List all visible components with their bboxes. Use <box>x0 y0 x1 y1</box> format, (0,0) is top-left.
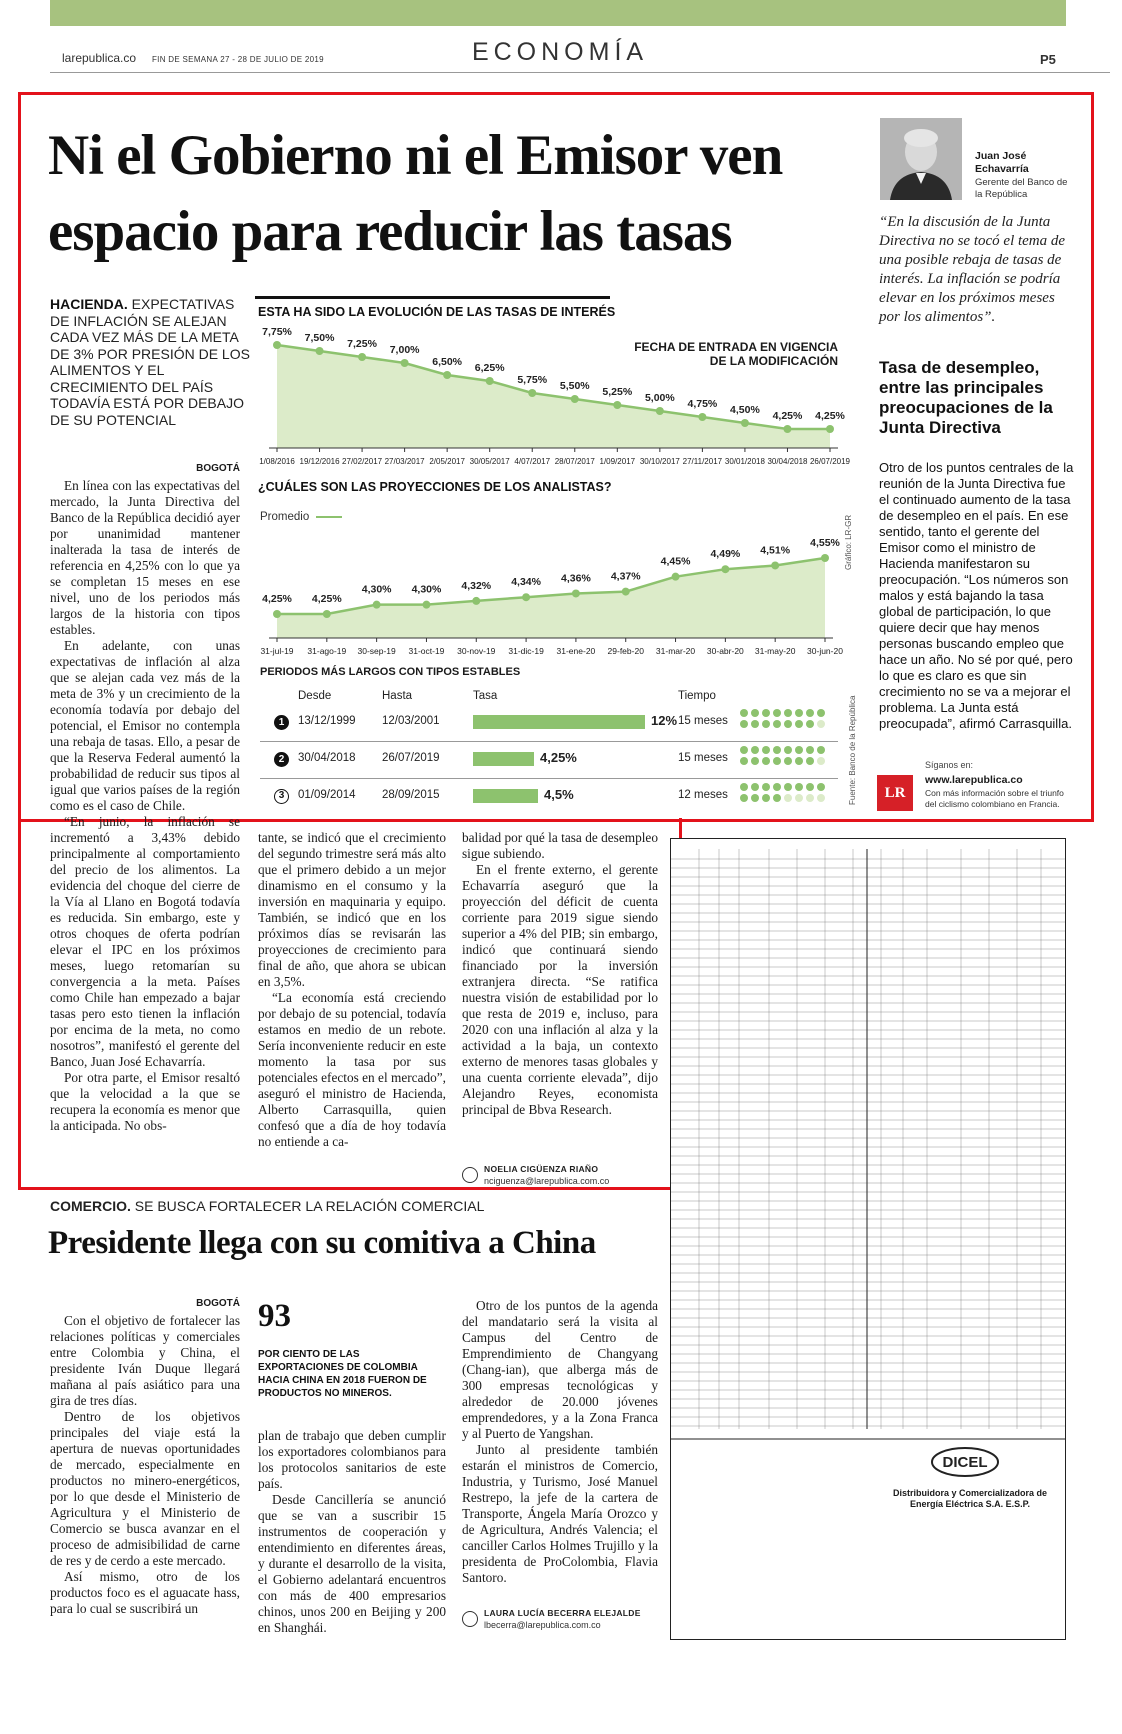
rate-label: 4,5% <box>544 787 574 802</box>
month-dot <box>806 746 814 754</box>
chart-point <box>771 561 779 569</box>
periods-row <box>260 706 838 742</box>
month-dot <box>773 757 781 765</box>
paragraph: tante, se indicó que el crecimiento del segundo trimestre será más alto que el primero debido a un mejor dinamismo en el consumo y la inversión en maquinaria y equipo. También, se indicó que en los próximos días se revisarán las proyecciones de crecimiento para final de año, que ahora se ubican en 3,5%. <box>258 830 446 989</box>
chart-point <box>613 401 621 409</box>
chart1-svg <box>255 325 855 465</box>
paragraph: Otro de los puntos de la agenda del mandatario será la visita al Campus del Centro de Emprendimiento de Changyang (Chang-ian), que alberga más de 300 empresas tecnológicas y alrededor de 20.000 jóvenes emprendedores, y a la Zona Franca y al Puerto de Yangshan. <box>462 1298 658 1441</box>
month-dot <box>740 757 748 765</box>
dicel-logo-icon <box>930 1445 1000 1479</box>
article-column-3 <box>462 830 658 1118</box>
article2-kicker-text: SE BUSCA FORTALECER LA RELACIÓN COMERCIAL <box>134 1198 485 1214</box>
month-dot <box>806 709 814 717</box>
chart-tick-label: 31-may-20 <box>754 646 796 656</box>
paragraph: En adelante, con unas expectativas de inflación al alza que se alejan cada vez más de la meta de 3% y un crecimiento de la economía todavía por debajo del potencial, el Emisor no contempla una rebaja de tasas. Ello, a pesar de que la Reserva Federal aumentó la probabilidad de reducir sus tipos al igual que varios países de la región como es el caso de Chile. <box>50 638 240 813</box>
chart-tick-label: 27/11/2017 <box>682 457 723 466</box>
chart-data-label: 4,50% <box>730 404 760 416</box>
chart-data-label: 4,36% <box>561 572 591 585</box>
month-dot <box>751 720 759 728</box>
periods-row <box>260 743 838 779</box>
month-dot <box>817 757 825 765</box>
month-dot <box>784 709 792 717</box>
months-dots <box>740 746 830 776</box>
article-kicker <box>50 296 255 428</box>
author-email[interactable]: nciguenza@larepublica.com.co <box>484 1176 610 1186</box>
month-dot <box>762 783 770 791</box>
kicker-label: HACIENDA. <box>50 296 128 312</box>
chart-point <box>401 359 409 367</box>
dicel-logo <box>930 1445 1000 1479</box>
follow-text: Con más información sobre el triunfo del ciclismo colombiano en Francia. <box>925 788 1064 809</box>
month-dot <box>773 783 781 791</box>
month-dot <box>784 757 792 765</box>
month-dot <box>795 709 803 717</box>
month-dot <box>762 757 770 765</box>
chart-point <box>273 610 281 618</box>
periods-title: PERIODOS MÁS LARGOS CON TIPOS ESTABLES <box>260 666 521 678</box>
article2-kicker <box>50 1198 484 1214</box>
chart-tick-label: 30/01/2018 <box>724 457 765 466</box>
chart-data-label: 4,25% <box>815 410 845 422</box>
tariff-table-ad <box>670 838 1066 1640</box>
chart-point <box>528 389 536 397</box>
paragraph: Por otra parte, el Emisor resaltó que la velocidad a la que se recupera la economía es menor que la anticipada. No obs- <box>50 1070 240 1133</box>
chart-tick-label: 27/02/2017 <box>342 457 383 466</box>
chart-point <box>698 413 706 421</box>
masthead-site[interactable]: larepublica.co <box>62 51 137 65</box>
chart-point <box>672 573 680 581</box>
ad-company: Distribuidora y Comercializadora de Energía Eléctrica S.A. E.S.P. <box>892 1488 1048 1509</box>
month-dot <box>773 720 781 728</box>
chart-tick-label: 30-sep-19 <box>357 646 396 656</box>
article-column-2 <box>258 830 446 1150</box>
chart-data-label: 5,00% <box>644 392 675 404</box>
row-divider <box>260 778 838 779</box>
chart-data-label: 7,50% <box>304 332 335 344</box>
month-dot <box>784 746 792 754</box>
chart-data-label: 4,25% <box>262 593 292 605</box>
month-dot <box>817 746 825 754</box>
chart-data-label: 4,75% <box>687 398 718 410</box>
chart-point <box>443 371 451 379</box>
chart-data-label: 5,75% <box>517 374 548 386</box>
month-dot <box>806 720 814 728</box>
page-number: P5 <box>1040 52 1056 67</box>
rate-bar <box>473 789 538 803</box>
chart-data-label: 4,25% <box>772 410 803 422</box>
paragraph: “En junio, la inflación se incrementó a 3,43% debido principalmente al comportamiento del precio de los alimentos. La evidencia del choque del cierre de la Vía al Llano en Bogotá todavía es reducida. Sin embargo, este y otros choques de oferta podrían elevar el IPC en los próximos meses, luego retomarían su convergencia a la meta. Países como Chile han empezado a bajar tasas pero esto tienen la inflación por encima de la meta, no como nosotros”, manifestó el gerente del Banco, Juan José Echavarría. <box>50 814 240 1069</box>
chart-point <box>472 597 480 605</box>
chart-tick-label: 30-jun-20 <box>807 646 843 656</box>
periods-col-tasa: Tasa <box>473 690 498 702</box>
month-dot <box>795 783 803 791</box>
paragraph: Con el objetivo de fortalecer las relaciones políticas y comerciales entre Colombia y China, el presidente Iván Duque llegará mañana al país asiático para una gira de tres días. <box>50 1313 240 1408</box>
masthead-date: FIN DE SEMANA 27 - 28 DE JULIO DE 2019 <box>152 55 324 64</box>
paragraph: En línea con las expectativas del mercado, la Junta Directiva del Banco de la República decidió ayer por unanimidad mantener inalterada la tasa de interés de referencia en 4,25% con lo que ya se completan 15 meses en ese nivel, uno de los periodos más largos de la historia con tipos estables. <box>50 478 240 637</box>
month-dot <box>817 783 825 791</box>
period-to: 28/09/2015 <box>382 789 440 801</box>
month-dot <box>795 746 803 754</box>
month-dot <box>740 783 748 791</box>
chart1-title: ESTA HA SIDO LA EVOLUCIÓN DE LAS TASAS DE INTERÉS <box>258 305 616 319</box>
period-to: 26/07/2019 <box>382 752 440 764</box>
chart1-rule <box>255 296 610 299</box>
month-dot <box>773 746 781 754</box>
legend-label: Promedio <box>260 511 310 523</box>
period-to: 12/03/2001 <box>382 715 440 727</box>
month-dot <box>795 757 803 765</box>
month-dot <box>740 709 748 717</box>
sidebar-role: Gerente del Banco de la República <box>975 177 1068 200</box>
month-dot <box>795 794 803 802</box>
chart-data-label: 7,75% <box>262 326 292 338</box>
stat-number: 93 <box>258 1298 291 1334</box>
article2-author-email[interactable]: lbecerra@larepublica.com.co <box>484 1620 601 1630</box>
article2-kicker-label: COMERCIO. <box>50 1198 131 1214</box>
chart-tick-label: 2/05/2017 <box>429 457 465 466</box>
chart-point <box>422 601 430 609</box>
periods-col-tiempo: Tiempo <box>678 690 716 702</box>
chart-data-label: 4,49% <box>710 548 741 561</box>
month-dot <box>740 746 748 754</box>
row-number-badge: 2 <box>274 752 289 767</box>
month-dot <box>751 783 759 791</box>
month-dot <box>762 794 770 802</box>
rate-bar <box>473 715 645 729</box>
chart-point <box>656 407 664 415</box>
paragraph: Dentro de los objetivos principales del viaje está la apertura de nuevas oportunidades de mercado, especialmente en productos no minero-energéticos, por lo que desde el Ministerio de Agricultura y el Ministerio de Comercio se busca avanzar en el proceso de admisibilidad de carne de res y de cerdo a este mercado. <box>50 1409 240 1568</box>
portrait-avatar <box>880 118 962 200</box>
month-dot <box>751 709 759 717</box>
chart-point <box>273 341 281 349</box>
month-dot <box>806 794 814 802</box>
periods-col-desde: Desde <box>298 690 332 702</box>
chart-point <box>323 610 331 618</box>
period-duration: 12 meses <box>678 789 728 801</box>
chart-point <box>316 347 324 355</box>
chart-tick-label: 31-dic-19 <box>508 646 544 656</box>
chart2-credit: Gráfico: LR-GR <box>844 514 853 570</box>
chart-data-label: 5,25% <box>602 386 633 398</box>
chart-point <box>486 377 494 385</box>
chart-tick-label: 28/07/2017 <box>554 457 595 466</box>
month-dot <box>762 746 770 754</box>
chart-data-label: 7,00% <box>389 344 420 356</box>
chart-data-label: 4,34% <box>511 576 541 589</box>
kicker-text: EXPECTATIVAS DE INFLACIÓN SE ALEJAN CADA VEZ MÁS DE LA META DE 3% POR PRESIÓN DE LOS ALIMENTOS Y EL CRECIMIENTO DEL PAÍS TODAVÍA ESTÁ POR DEBAJO DE SU POTENCIAL <box>50 296 250 428</box>
chart-data-label: 4,37% <box>610 570 641 583</box>
month-dot <box>773 709 781 717</box>
month-dot <box>762 720 770 728</box>
chart-point <box>373 601 381 609</box>
chart-point <box>572 589 580 597</box>
paragraph: balidad por qué la tasa de desempleo sigue subiendo. <box>462 830 658 861</box>
author-icon <box>462 1167 478 1183</box>
rate-bar <box>473 752 534 766</box>
chart-point <box>821 554 829 562</box>
month-dot <box>740 794 748 802</box>
month-dot <box>740 720 748 728</box>
chart-tick-label: 30/05/2017 <box>469 457 510 466</box>
month-dot <box>806 757 814 765</box>
chart-point <box>522 593 530 601</box>
chart-point <box>741 419 749 427</box>
sidebar-name: Juan José Echavarría <box>975 150 1029 175</box>
article2-column-3 <box>462 1298 658 1586</box>
chart-tick-label: 1/08/2016 <box>259 457 295 466</box>
chart-data-label: 7,25% <box>347 338 377 350</box>
chart-tick-label: 29-feb-20 <box>607 646 644 656</box>
chart-tick-label: 31-ene-20 <box>556 646 596 656</box>
chart-tick-label: 26/07/2019 <box>809 457 851 466</box>
tariff-table-grid <box>671 839 1065 1639</box>
month-dot <box>784 783 792 791</box>
month-dot <box>806 783 814 791</box>
chart-data-label: 4,45% <box>660 555 691 568</box>
paragraph: Desde Cancillería se anunció que se van a suscribir 15 instrumentos de cooperación y entendimiento en diferentes áreas, y durante el desarrollo de la visita, el Gobierno adelantará encuentros con más de 400 empresarios chinos, unos 200 en Beijing y 200 en Shanghái. <box>258 1492 446 1635</box>
period-duration: 15 meses <box>678 752 728 764</box>
lr-logo: LR <box>877 775 913 811</box>
month-dot <box>795 720 803 728</box>
period-from: 01/09/2014 <box>298 789 356 801</box>
chart-tick-label: 27/03/2017 <box>384 457 425 466</box>
sidebar-quote: “En la discusión de la Junta Directiva no se tocó el tema de una posible rebaja de tasas de interés. La inflación se podría elevar en los próximos meses por los alimentos”. <box>879 214 1066 325</box>
month-dot <box>817 709 825 717</box>
header-divider <box>50 72 1110 73</box>
chart-tick-label: 1/09/2017 <box>599 457 636 466</box>
row-number-badge: 1 <box>274 715 289 730</box>
author-name: NOELIA CIGÜENZA RIAÑO <box>484 1164 599 1174</box>
chart-data-label: 5,50% <box>559 380 590 392</box>
chart-point <box>783 425 791 433</box>
period-from: 30/04/2018 <box>298 752 356 764</box>
stat-caption: POR CIENTO DE LAS EXPORTACIONES DE COLOMBIA HACIA CHINA EN 2018 FUERON DE PRODUCTOS NO MINEROS. <box>258 1349 427 1399</box>
chart-data-label: 4,25% <box>311 593 342 605</box>
month-dot <box>762 709 770 717</box>
month-dot <box>751 746 759 754</box>
paragraph: plan de trabajo que deben cumplir los exportadores colombianos para los protocolos sanitarios de este país. <box>258 1428 446 1491</box>
chart-tick-label: 19/12/2016 <box>299 457 340 466</box>
chart-tick-label: 30-nov-19 <box>457 646 496 656</box>
top-color-band <box>50 0 1066 26</box>
chart-point <box>826 425 834 433</box>
article2-headline: Presidente llega con su comitiva a China <box>48 1225 596 1261</box>
section-title: ECONOMÍA <box>471 38 649 66</box>
dateline: BOGOTÁ <box>196 463 240 474</box>
sidebar-body: Otro de los puntos centrales de la reunión de la Junta Directiva fue el continuado aumento de la tasa de desempleo en el país. En ese sentido, tanto el gerente del Emisor como el ministro de Hacienda manifestaron su preocupación. “Los números son malos y está bajando la tasa global de participación, lo que quiere decir que hay menos personas buscando empleo que hace un año. No sé por qué, pero lo que es claro es que sin crecimiento no se va a mejorar el problema. La Junta está preocupada”, afirmó Carrasquilla. <box>879 460 1074 731</box>
article-column-1 <box>50 478 240 1134</box>
paragraph: Junto al presidente también estarán el ministros de Comercio, Industria, y Turismo, José Manuel Restrepo, la jefe de la cartera de Transporte, Ángela María Orozco y de Agricultura, Andrés Valencia; el canciller Carlos Holmes Trujillo y la presidenta de ProColombia, Flavia Santoro. <box>462 1442 658 1585</box>
chart-tick-label: 31-ago-19 <box>307 646 347 656</box>
chart2-title: ¿CUÁLES SON LAS PROYECCIONES DE LOS ANALISTAS? <box>258 480 612 494</box>
rate-label: 12% <box>651 713 678 728</box>
chart-point <box>358 353 366 361</box>
periods-col-hasta: Hasta <box>382 690 413 702</box>
months-dots <box>740 783 830 813</box>
month-dot <box>751 794 759 802</box>
periods-source: Fuente: Banco de la República <box>848 695 857 805</box>
paragraph: “La economía está creciendo por debajo de su potencial, todavía estamos en medio de un rebote. Sería inconveniente reducir en este momento la tasa por sus potenciales efectos en el mercado”, aseguró el ministro de Hacienda, Alberto Carrasquilla, quien confesó que a día de hoy todavía no entiende a ca- <box>258 990 446 1149</box>
article2-column-1 <box>50 1313 240 1617</box>
chart-data-label: 4,30% <box>411 583 442 596</box>
period-duration: 15 meses <box>678 715 728 727</box>
chart2-svg <box>255 490 855 656</box>
chart-tick-label: 30/10/2017 <box>639 457 680 466</box>
rate-label: 4,25% <box>540 750 577 765</box>
article2-author-name: LAURA LUCÍA BECERRA ELEJALDE <box>484 1608 641 1618</box>
month-dot <box>784 794 792 802</box>
chart-point <box>571 395 579 403</box>
chart-point <box>721 565 729 573</box>
follow-url[interactable]: www.larepublica.co <box>925 774 1023 786</box>
article2-column-2 <box>258 1428 446 1636</box>
month-dot <box>773 794 781 802</box>
author-icon <box>462 1611 478 1627</box>
month-dot <box>751 757 759 765</box>
chart1-note: FECHA DE ENTRADA EN VIGENCIA DE LA MODIFICACIÓN <box>634 340 838 368</box>
month-dot <box>817 794 825 802</box>
chart-point <box>622 588 630 596</box>
chart-data-label: 4,32% <box>461 579 492 592</box>
paragraph: Así mismo, otro de los productos foco es el aguacate hass, para lo cual se suscribirá un <box>50 1569 240 1616</box>
sidebar-subhead: Tasa de desempleo, entre las principales preocupaciones de la Junta Directiva <box>879 358 1053 437</box>
headline-line-2: espacio para reducir las tasas <box>48 200 732 263</box>
chart-tick-label: 31-mar-20 <box>655 646 696 656</box>
months-dots <box>740 709 830 739</box>
chart-tick-label: 31-jul-19 <box>260 646 294 656</box>
article2-dateline: BOGOTÁ <box>196 1298 240 1309</box>
chart-tick-label: 30-abr-20 <box>706 646 744 656</box>
chart-data-label: 4,30% <box>361 583 392 596</box>
chart-data-label: 6,50% <box>432 356 463 368</box>
chart-data-label: 4,55% <box>810 537 840 549</box>
chart-data-label: 4,51% <box>760 544 791 557</box>
article-headline <box>48 118 848 270</box>
chart-tick-label: 4/07/2017 <box>514 457 551 466</box>
month-dot <box>817 720 825 728</box>
row-number-badge: 3 <box>274 789 289 804</box>
paragraph: En el frente externo, el gerente Echavarría aseguró que la proyección del déficit de cuenta corriente para 2019 sigue siendo superior a 4% del PIB; sin embargo, indicó que continuará siendo financiado por la inversión extranjera directa. “Se ratifica nuestra visión de estabilidad por lo que resta de 2019 e, incluso, para 2020 con una inflación al alza y la actividad a la baja, un contexto externo de menores tasas globales y una cuenta corriente elevada”, dijo Alejandro Reyes, economista principal de Bbva Research. <box>462 862 658 1117</box>
chart-area <box>277 555 825 638</box>
follow-label: Síganos en: <box>925 760 974 770</box>
dicel-logo-text: DICEL <box>942 1454 988 1471</box>
person-icon <box>880 118 962 200</box>
chart-tick-label: 31-oct-19 <box>408 646 445 656</box>
period-from: 13/12/1999 <box>298 715 356 727</box>
headline-line-1: Ni el Gobierno ni el Emisor ven <box>48 124 783 187</box>
month-dot <box>784 720 792 728</box>
chart-data-label: 6,25% <box>474 362 505 374</box>
chart-tick-label: 30/04/2018 <box>767 457 808 466</box>
periods-row <box>260 780 838 816</box>
row-divider <box>260 741 838 742</box>
